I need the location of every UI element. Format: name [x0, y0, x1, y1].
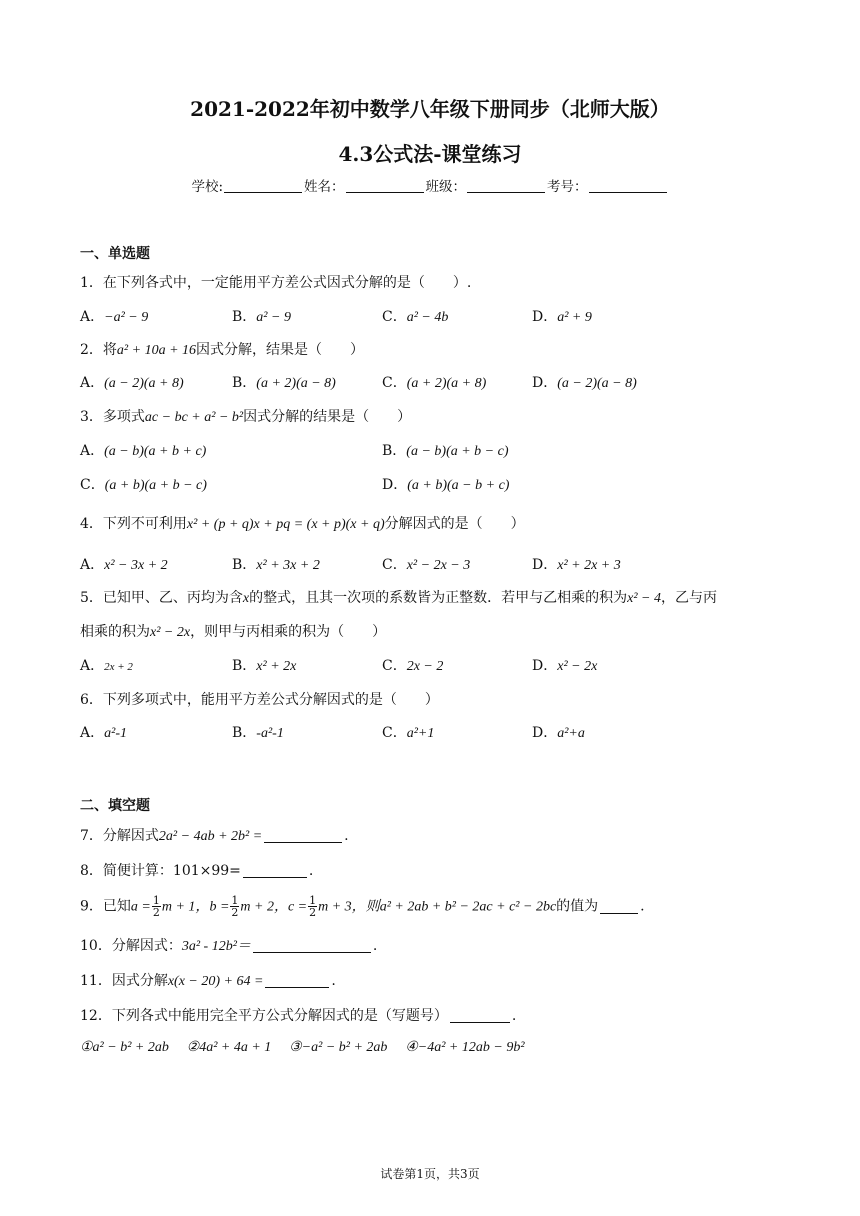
- q6-option-c[interactable]: C．a²+1: [382, 725, 435, 741]
- q3-option-a[interactable]: A．(a − b)(a + b + c): [80, 443, 207, 459]
- q5-option-c[interactable]: C．2x − 2: [382, 658, 444, 674]
- exam-subtitle: 4.3公式法-课堂练习: [338, 142, 522, 166]
- q3-option-d[interactable]: D．(a + b)(a − b + c): [382, 477, 510, 493]
- q8-answer-blank[interactable]: [243, 865, 307, 878]
- q4-option-a[interactable]: A．x² − 3x + 2: [80, 557, 168, 573]
- q2-option-d[interactable]: D．(a − 2)(a − 8): [532, 375, 637, 391]
- q6-option-b[interactable]: B．-a²-1: [232, 725, 284, 741]
- q6-option-d[interactable]: D．a²+a: [532, 725, 585, 741]
- field-name: 姓名：: [304, 179, 345, 195]
- question-5-stem-line-2: 相乘的积为x² − 2x，则甲与丙相乘的积为（ ）: [80, 624, 387, 640]
- q2-option-b[interactable]: B．(a + 2)(a − 8): [232, 375, 336, 391]
- question-2-stem: 2．将a² + 10a + 16因式分解，结果是（ ）: [80, 342, 365, 358]
- question-1-stem: 1．在下列各式中，一定能用平方差公式因式分解的是（ ）.: [80, 275, 472, 291]
- q2-option-a[interactable]: A．(a − 2)(a + 8): [80, 375, 184, 391]
- fraction-one-half: $\frac{1}{2}$: [231, 894, 239, 919]
- field-exam-number: 考号：: [547, 179, 588, 195]
- q6-option-a[interactable]: A．a²-1: [80, 725, 127, 741]
- question-7: 7．分解因式2a² − 4ab + 2b² = .: [80, 828, 349, 844]
- name-blank[interactable]: [346, 179, 424, 193]
- class-blank[interactable]: [467, 179, 545, 193]
- q1-option-b[interactable]: B．a² − 9: [232, 309, 291, 325]
- q9-answer-blank[interactable]: [600, 901, 638, 914]
- question-9: 9．已知a = $\frac{1}{2}$ m + 1，b = $\frac{1}{2}$ m + 2，c = $\frac{1}{2}$ m + 3，则a² + 2ab + b² − 2ac + c² − 2bc的值为 .: [80, 894, 645, 919]
- fraction-one-half: $\frac{1}{2}$: [152, 894, 160, 919]
- question-5-stem-line-1: 5．已知甲、乙、丙均为含x的整式，且其一次项的系数皆为正整数．若甲与乙相乘的积为x² − 4，乙与丙: [80, 590, 717, 606]
- exam-number-blank[interactable]: [589, 179, 667, 193]
- q10-answer-blank[interactable]: [253, 940, 371, 953]
- exam-title: 2021-2022年初中数学八年级下册同步（北师大版）: [190, 97, 670, 121]
- question-10: 10．分解因式：3a² ‑ 12b²＝ .: [80, 938, 378, 954]
- q12-answer-blank[interactable]: [450, 1010, 510, 1023]
- q1-option-d[interactable]: D．a² + 9: [532, 309, 592, 325]
- q4-option-b[interactable]: B．x² + 3x + 2: [232, 557, 320, 573]
- q2-option-c[interactable]: C．(a + 2)(a + 8): [382, 375, 487, 391]
- q1-option-a[interactable]: A．−a² − 9: [80, 309, 149, 325]
- q3-option-c[interactable]: C．(a + b)(a + b − c): [80, 477, 207, 493]
- question-12-items: [80, 1039, 525, 1056]
- q5-option-b[interactable]: B．x² + 2x: [232, 658, 297, 674]
- q12-item-3: ③−a² − b² + 2ab: [289, 1040, 388, 1055]
- section-fill-in-blank: 二、填空题: [80, 798, 150, 814]
- school-blank[interactable]: [224, 179, 302, 193]
- page-footer: 试卷第1页，共3页: [380, 1167, 480, 1181]
- question-11: 11．因式分解x(x − 20) + 64 = .: [80, 973, 336, 989]
- field-class: 班级：: [425, 179, 467, 195]
- student-info-line: [0, 175, 860, 195]
- q12-item-2: ②4a² + 4a + 1: [186, 1040, 272, 1055]
- q7-answer-blank[interactable]: [264, 830, 342, 843]
- question-8: 8．简便计算：101×99= .: [80, 863, 314, 879]
- question-12-stem: 12．下列各式中能用完全平方公式分解因式的是（写题号） .: [80, 1008, 517, 1024]
- q12-item-4: ④−4a² + 12ab − 9b²: [405, 1040, 525, 1055]
- fraction-one-half: $\frac{1}{2}$: [309, 894, 317, 919]
- field-school: 学校:: [191, 179, 224, 195]
- q12-item-1: ①a² − b² + 2ab: [80, 1040, 169, 1055]
- question-3-stem: 3．多项式ac − bc + a² − b²因式分解的结果是（ ）: [80, 409, 412, 425]
- question-4-stem: 4．下列不可利用x² + (p + q)x + pq = (x + p)(x + q)分解因式的是（ ）: [80, 516, 525, 532]
- q4-option-c[interactable]: C．x² − 2x − 3: [382, 557, 471, 573]
- section-single-choice: 一、单选题: [80, 246, 150, 262]
- q5-option-a[interactable]: A．2x + 2: [80, 658, 133, 674]
- q11-answer-blank[interactable]: [265, 975, 329, 988]
- q1-option-c[interactable]: C．a² − 4b: [382, 309, 449, 325]
- q4-option-d[interactable]: D．x² + 2x + 3: [532, 557, 621, 573]
- q5-option-d[interactable]: D．x² − 2x: [532, 658, 598, 674]
- q3-option-b[interactable]: B．(a − b)(a + b − c): [382, 443, 509, 459]
- question-6-stem: 6．下列多项式中，能用平方差公式分解因式的是（ ）: [80, 692, 439, 708]
